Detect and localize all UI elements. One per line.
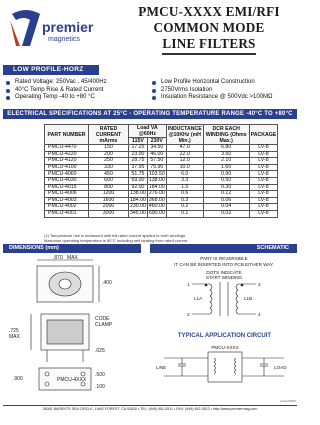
table-cell: 6.0: [166, 171, 203, 178]
doc-code: pmcu 04/07: [280, 399, 296, 403]
table-cell: 345.00: [130, 210, 146, 217]
table-row: [45, 210, 278, 217]
table-cell: 800: [89, 184, 129, 191]
table-cell: 23.00: [129, 151, 148, 158]
table-cell: 600: [89, 177, 129, 184]
table-cell: 75.90: [147, 164, 166, 171]
table-cell: LV-8: [249, 184, 278, 191]
table-cell: 2.10: [203, 158, 249, 165]
table-cell: 368.00: [148, 196, 165, 203]
schematic-note-1: PART IS REVERSIBLE: [200, 256, 248, 261]
header-dcr: DCR EACH WINDING (Ohms Max.): [203, 125, 249, 145]
header-load: Load VA @60Hz: [129, 125, 167, 138]
spec-table: [44, 124, 278, 218]
table-cell: 10.0: [166, 164, 203, 171]
specs-bar: ELECTRICAL SPECIFICATIONS AT 25°C - OPERATING TEMPERATURE RANGE -40°C TO +80°C: [3, 109, 297, 119]
table-cell: 200: [89, 151, 129, 158]
table-cell: 0.30: [203, 184, 249, 191]
bullet-icon: [6, 89, 10, 93]
header-part: PART NUMBER: [45, 125, 89, 145]
table-cell: 0.50: [203, 177, 249, 184]
table-cell: PMCU-4220: [45, 151, 89, 158]
spec-table-body: [45, 145, 278, 218]
table-cell: PMCU-4030: [45, 177, 89, 184]
table-cell: 0.6: [166, 191, 203, 198]
table-cell: 57.50: [147, 158, 166, 165]
pin-1: 1: [187, 282, 190, 287]
app-part: PMCU-XXXX: [211, 345, 239, 350]
table-cell: 46.00: [147, 151, 166, 158]
table-cell: PMCU-4120: [45, 158, 89, 165]
table-cell: 47.0: [166, 145, 203, 152]
coil-l2: L1B: [244, 296, 253, 301]
header-115v: 115V: [129, 138, 148, 145]
note-line: (1) Temperature rise is measured with full rated current applied to both windings.: [44, 233, 187, 238]
title-line-2: COMMON MODE: [153, 20, 265, 35]
table-cell: LV-8: [249, 151, 278, 158]
logo-sub: magnetics: [48, 36, 80, 43]
table-cell: 0.2: [166, 204, 203, 211]
bullet-icon: [152, 89, 156, 93]
table-cell: 0.3: [166, 197, 203, 204]
table-cell: 28.75: [129, 158, 148, 165]
feature-item: Rated Voltage: 250Vac , 45/400Hz: [6, 79, 146, 87]
table-cell: 34.50: [147, 145, 166, 152]
schematic-note-2: IT CAN BE INSERTED INTO PCB EITHER WAY.: [174, 262, 274, 267]
footer: 26081 BARENTS SEA CIRCLE, LAKE FOREST, CA 92630 • TEL: (949) 452-0511 • FAX: (949) 452-0512 • http://www.premiermag.com: [3, 405, 297, 412]
table-cell: LV-8: [249, 145, 278, 152]
feature-item: 2750Vrms Isolation: [152, 87, 297, 95]
bullet-icon: [152, 96, 156, 100]
table-cell: 3000: [89, 210, 129, 217]
table-cell: 0.04: [203, 204, 249, 211]
app-load: LOAD: [274, 365, 287, 370]
table-cell: 230.00: [130, 203, 146, 210]
table-cell: 138.00: [148, 177, 165, 184]
dim-sp1: .500: [95, 372, 105, 378]
title-line-3: LINE FILTERS: [162, 36, 255, 55]
table-cell: 1200: [89, 191, 129, 198]
table-cell: PMCU-4001: [45, 210, 89, 217]
table-cell: 1600: [89, 197, 129, 204]
features-right: [152, 79, 297, 102]
table-cell: PMCU-4006: [45, 191, 89, 198]
dim-h2: .400: [102, 280, 112, 286]
table-cell: 103.50: [148, 170, 165, 177]
table-cell: 0.90: [203, 171, 249, 178]
header-inductance: INDUCTANCE @10KHz (mH Min.): [167, 125, 202, 144]
pin-3: 3: [258, 282, 261, 287]
table-cell: 3.50: [203, 151, 249, 158]
page-title: [124, 4, 294, 55]
dimensions-bar: DIMENSIONS (mm): [3, 244, 141, 253]
premier-logo: [6, 6, 98, 50]
table-cell: 690.00: [148, 210, 165, 217]
dim-max-2: MAX: [9, 334, 20, 340]
table-cell: LV-8: [249, 171, 278, 178]
table-cell: PMCU-4100: [45, 164, 89, 171]
schematic: [152, 254, 297, 328]
table-cell: 2000: [89, 204, 129, 211]
pin-2: 2: [187, 312, 190, 317]
table-cell: 17.25: [129, 145, 148, 152]
label-code: CODE: [95, 316, 110, 322]
table-cell: 22.0: [166, 151, 203, 158]
feature-item: Insulation Resistance @ 500Vdc >100MΩ: [152, 94, 297, 102]
pin-4: 4: [258, 312, 261, 317]
table-cell: PMCU-4003: [45, 197, 89, 204]
bullet-icon: [152, 81, 156, 85]
table-cell: PMCU-4015: [45, 184, 89, 191]
table-cell: 92.00: [129, 184, 148, 191]
notes: [44, 233, 294, 243]
features-left: [6, 79, 146, 102]
dim-sp2: .100: [95, 384, 105, 390]
table-cell: 1.60: [203, 164, 249, 171]
app-circuit-title: TYPICAL APPLICATION CIRCUIT: [177, 333, 272, 339]
table-cell: 69.00: [129, 177, 148, 184]
table-cell: 0.1: [166, 210, 203, 217]
bullet-icon: [6, 96, 10, 100]
table-cell: 250: [89, 158, 129, 165]
table-cell: 51.75: [129, 171, 148, 178]
feature-item: 40°C Temp Rise & Rated Current: [6, 87, 146, 95]
dot-label: DOTS INDICATE: [206, 270, 242, 275]
bullet-icon: [6, 81, 10, 85]
profile-bar: LOW PROFILE-HORZ: [3, 65, 99, 75]
table-row: [45, 164, 278, 171]
table-cell: 276.00: [148, 190, 165, 197]
table-cell: LV-8: [249, 158, 278, 165]
table-cell: 138.00: [130, 190, 146, 197]
schematic-bar: SCHEMATIC: [150, 244, 297, 253]
part-drawing: [3, 254, 149, 399]
table-cell: 1.5: [166, 184, 203, 191]
table-cell: 330: [89, 164, 129, 171]
table-cell: 0.12: [203, 191, 249, 198]
table-cell: 3.3: [166, 177, 203, 184]
dot-label-2: START WINDING: [205, 275, 243, 280]
dim-w1: .870: [53, 255, 63, 261]
table-cell: LV-8: [249, 210, 278, 217]
table-cell: PMCU-4470: [45, 145, 89, 152]
coil-l1: L1A: [194, 296, 203, 301]
table-cell: 184.00: [130, 196, 146, 203]
dim-max: MAX: [67, 255, 78, 261]
note-line: Maximum operating temperature is 80°C including self heating from rated current.: [44, 238, 189, 243]
table-cell: LV-8: [249, 164, 278, 171]
table-cell: 37.95: [129, 164, 148, 171]
app-line: LINE: [156, 365, 167, 370]
title-line-1: PMCU-XXXX EMI/RFI: [138, 4, 280, 19]
table-cell: PMCU-4002: [45, 204, 89, 211]
table-cell: 450: [89, 171, 129, 178]
app-circuit: [152, 342, 297, 396]
table-cell: 0.06: [203, 197, 249, 204]
logo-brand: premier: [42, 19, 94, 35]
header-package: PACKAGE: [249, 125, 278, 145]
table-cell: LV-8: [249, 191, 278, 198]
table-cell: 460.00: [148, 203, 165, 210]
table-cell: PMCU-4060: [45, 171, 89, 178]
table-cell: LV-8: [249, 177, 278, 184]
table-cell: 184.00: [148, 183, 165, 190]
table-cell: LV-8: [249, 197, 278, 204]
feature-item: Low Profile Horizontal Construction: [152, 79, 297, 87]
header-230v: 230V: [147, 138, 166, 145]
table-cell: 12.0: [166, 158, 203, 165]
table-cell: 150: [89, 145, 129, 152]
label-clamp: CLAMP: [95, 322, 113, 328]
table-cell: 6.80: [203, 145, 249, 152]
feature-item: Operating Temp -40 to +80 °C: [6, 94, 146, 102]
header-rated: RATED CURRENT mArms: [89, 125, 129, 145]
table-cell: 0.02: [203, 210, 249, 217]
part-label: PMCU-4XXX: [57, 377, 87, 383]
table-cell: LV-8: [249, 204, 278, 211]
dim-h1: .725: [9, 328, 19, 334]
dim-lead: .025: [95, 348, 105, 354]
dim-w2: .900: [13, 376, 23, 382]
